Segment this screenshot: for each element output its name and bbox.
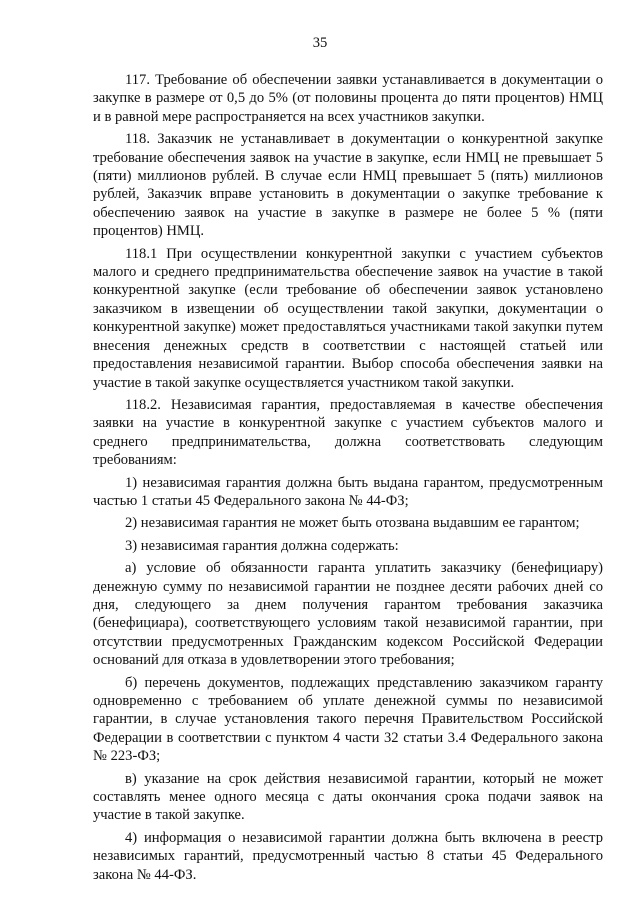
- list-item-3: 3) независимая гарантия должна содержать:: [125, 537, 399, 554]
- sub-item-v: в) указание на срок действия независимой гарантии, который не может составлять менее одного месяца с даты окончания срока подачи заявок на участие в такой закупке.: [93, 770, 603, 824]
- document-body: [93, 71, 603, 888]
- paragraph-118: 118. Заказчик не устанавливает в документации о конкурентной закупке требование обеспечения заявок на участие в закупке, если НМЦ не превышает 5 (пяти) миллионов рублей. В случае если НМЦ превышает 5 (пять) миллионов рублей, Заказчик вправе установить в документации о закупке требование к обеспечению заявок на участие в закупке в размере не более 5 % (пяти процентов) НМЦ.: [93, 131, 603, 240]
- page-number: 35: [312, 35, 328, 51]
- paragraph-117: 117. Требование об обеспечении заявки устанавливается в документации о закупке в размере от 0,5 до 5% (от половины процента до пяти процентов) НМЦ и в равной мере распространяется на всех участников закупки.: [93, 72, 603, 125]
- list-item-2: 2) независимая гарантия не может быть отозвана выдавшим ее гарантом;: [125, 515, 580, 532]
- list-item-4: 4) информация о независимой гарантии должна быть включена в реестр независимых гарантий, предусмотренный частью 8 статьи 45 Федерального закона № 44-ФЗ.: [93, 829, 603, 883]
- sub-item-a: а) условие об обязанности гаранта уплатить заказчику (бенефициару) денежную сумму по независимой гарантии не позднее десяти рабочих дней со дня, следующего за днем получения гарантом требования заказчика (бенефициара), соответствующего условиям такой независимой гарантии, при отсутствии предусмотренных Гражданским кодексом Российской Федерации оснований для отказа в удовлетворении этого требования;: [93, 560, 603, 669]
- paragraph-118-2: 118.2. Независимая гарантия, предоставляемая в качестве обеспечения заявки на участие в конкурентной закупке с участием субъектов малого и среднего предпринимательства, должна соответствовать следующим требованиям:: [93, 396, 603, 469]
- paragraph-118-1: 118.1 При осуществлении конкурентной закупки с участием субъектов малого и среднего предпринимательства обеспечение заявок на участие в такой конкурентной закупке (если требование об обеспечении заявок установлено заказчиком в извещении об осуществлении такой закупки, документации о конкурентной закупке) может предоставляться участниками такой закупки путем внесения денежных средств в соответствии с настоящей статьей или предоставления независимой гарантии. Выбор способа обеспечения заявки на участие в такой закупке осуществляется участником такой закупки.: [93, 245, 603, 391]
- list-item-1: 1) независимая гарантия должна быть выдана гарантом, предусмотренным частью 1 статьи 45 Федерального закона № 44-ФЗ;: [93, 474, 603, 509]
- sub-item-b: б) перечень документов, подлежащих представлению заказчиком гаранту одновременно с требованием об уплате денежной суммы по независимой гарантии, в случае установления такого перечня Правительством Российской Федерации в соответствии с пунктом 4 части 32 статьи 3.4 Федерального закона № 223-ФЗ;: [93, 674, 603, 765]
